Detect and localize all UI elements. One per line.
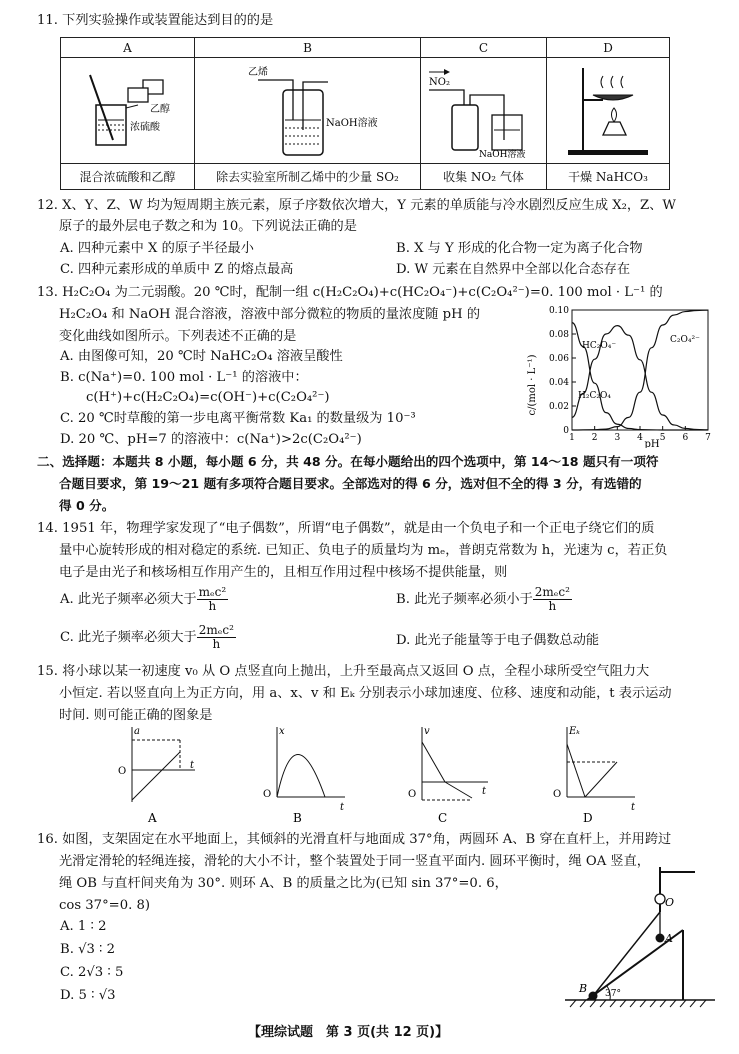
q14-option-d[interactable]: D. 此光子能量等于电子偶数总动能	[396, 633, 600, 648]
q13-option-d[interactable]: D. 20 ℃、pH=7 的溶液中：c(Na⁺)>2c(C₂O₄²⁻)	[60, 432, 362, 447]
q11-cap-a: 混合浓硫酸和乙醇	[61, 164, 195, 190]
q11-fig-b	[195, 58, 421, 164]
chart-x-tick-label: 7	[705, 433, 711, 443]
chart-series-2	[572, 310, 708, 430]
q16-line2: 光滑定滑轮的轻绳连接，滑轮的大小不计，整个装置处于同一竖直平面内. 圆环平衡时，绳 OA 竖直，	[59, 854, 650, 869]
q15-graphs	[50, 722, 730, 827]
q16-line3: 绳 OB 与直杆间夹角为 30°. 则环 A、B 的质量之比为(已知 sin 37°=0. 6，	[59, 876, 508, 891]
q16-line4: cos 37°=0. 8)	[59, 898, 151, 913]
q13-line3: 变化曲线如图所示。下列表述不正确的是	[59, 329, 297, 344]
q12-option-d[interactable]: D. W 元素在自然界中全部以化合态存在	[396, 262, 631, 277]
q14-line1: 14. 1951 年，物理学家发现了“电子偶数”，所谓“电子偶数”，就是由一个负电子和一个正电子绕它们的质	[37, 521, 655, 536]
svg-text:乙烯: 乙烯	[247, 66, 268, 78]
chart-y-tick-label: 0.08	[548, 330, 569, 340]
q13-chart	[520, 300, 720, 448]
chart-frame	[572, 310, 708, 430]
q15-graph-a[interactable]	[118, 726, 195, 825]
q14-line2: 量中心旋转形成的相对稳定的系统. 已知正、负电子的质量均为 mₑ，普朗克常数为 h，光速为 c，若正负	[59, 543, 668, 558]
q12-option-b[interactable]: B. X 与 Y 形成的化合物一定为离子化合物	[396, 241, 643, 256]
q13-option-b-eq: c(H⁺)+c(H₂C₂O₄)=c(OH⁻)+c(C₂O₄²⁻)	[86, 390, 330, 405]
page-footer: 【理综试题 第 3 页(共 12 页)】	[248, 1025, 449, 1040]
q12-option-c[interactable]: C. 四种元素形成的单质中 Z 的熔点最高	[60, 262, 294, 277]
q15-graph-d[interactable]	[553, 726, 636, 825]
q11-col-c: C	[421, 38, 547, 58]
q16-option-b[interactable]: B. √3 ∶ 2	[60, 942, 116, 957]
svg-text:A: A	[148, 811, 157, 825]
svg-text:37°: 37°	[605, 989, 621, 999]
q13-option-b[interactable]: B. c(Na⁺)=0. 100 mol · L⁻¹ 的溶液中：	[60, 370, 308, 385]
svg-text:乙醇: 乙醇	[149, 103, 170, 115]
q16-option-d[interactable]: D. 5 ∶ √3	[60, 988, 116, 1003]
q11-cap-d: 干燥 NaHCO₃	[547, 164, 670, 190]
svg-text:t: t	[482, 786, 487, 797]
q13-option-a[interactable]: A. 由图像可知，20 ℃时 NaHC₂O₄ 溶液呈酸性	[60, 349, 343, 364]
svg-text:O: O	[118, 766, 127, 777]
q11-table	[60, 37, 670, 190]
section2-line3: 得 0 分。	[59, 498, 115, 513]
q13-option-c[interactable]: C. 20 ℃时草酸的第一步电离平衡常数 Ka₁ 的数量级为 10⁻³	[60, 411, 416, 426]
q14-option-c[interactable]: C. 此光子频率必须大于 $\frac{\text{2mₑc²}}{h}$	[60, 623, 234, 652]
chart-x-tick-label: 1	[569, 433, 575, 443]
q11-fig-a	[61, 58, 195, 164]
chart-x-tick-label: 4	[637, 433, 643, 443]
svg-text:NaOH溶液: NaOH溶液	[325, 117, 378, 129]
q11-cap-b: 除去实验室所制乙烯中的少量 SO₂	[195, 164, 421, 190]
svg-text:t: t	[631, 802, 636, 813]
svg-text:C: C	[438, 811, 448, 825]
chart-y-tick-label: 0.02	[548, 402, 569, 412]
chart-x-tick-label: 2	[591, 433, 598, 443]
q15-line1: 15. 将小球以某一初速度 v₀ 从 O 点竖直向上抛出，上升至最高点又返回 O 点，全程小球所受空气阻力大	[37, 664, 650, 679]
svg-text:x: x	[279, 726, 285, 737]
chart-x-tick-label: 6	[682, 433, 689, 443]
q14-option-a[interactable]: A. 此光子频率必须大于 $\frac{\text{mₑc²}}{h}$	[60, 585, 227, 614]
svg-text:v: v	[424, 726, 430, 737]
svg-text:t: t	[340, 802, 345, 813]
chart-y-tick-label: 0.06	[548, 354, 569, 364]
chart-label-hc2o4: HC₂O₄⁻	[582, 341, 617, 351]
chart-y-tick-label: 0.10	[548, 306, 569, 316]
q15-graph-c[interactable]	[408, 726, 488, 825]
chart-y-tick-label: 0.04	[548, 378, 569, 388]
q15-line2: 小恒定. 若以竖直向上为正方向，用 a、x、v 和 Eₖ 分别表示小球加速度、位移、速度和动能，t 表示运动	[59, 686, 672, 701]
q15-line3: 时间. 则可能正确的图象是	[59, 708, 213, 723]
svg-text:NaOH溶液: NaOH溶液	[478, 149, 525, 160]
q16-option-c[interactable]: C. 2√3 ∶ 5	[60, 965, 124, 980]
svg-text:O: O	[553, 789, 562, 800]
svg-text:B: B	[579, 982, 588, 995]
q11-col-d: D	[547, 38, 670, 58]
q16-figure	[565, 862, 715, 1012]
chart-ylabel: c/(mol · L⁻¹)	[527, 354, 538, 416]
q15-graph-b[interactable]	[263, 726, 345, 825]
q14-option-b[interactable]: B. 此光子频率必须小于 $\frac{\text{2mₑc²}}{h}$	[396, 585, 570, 614]
section2-line1: 二、选择题：本题共 8 小题，每小题 6 分，共 48 分。在每小题给出的四个选项中，第 14～18 题只有一项符	[37, 454, 659, 469]
chart-xlabel: pH	[644, 439, 660, 448]
svg-text:浓硫酸: 浓硫酸	[129, 121, 160, 133]
q11-col-a: A	[61, 38, 195, 58]
q11-cap-c: 收集 NO₂ 气体	[421, 164, 547, 190]
chart-x-tick-label: 5	[659, 433, 666, 443]
q11-col-b: B	[195, 38, 421, 58]
svg-text:O: O	[408, 789, 417, 800]
svg-text:D: D	[583, 811, 593, 825]
q11-stem: 11. 下列实验操作或装置能达到目的的是	[37, 13, 274, 28]
svg-text:O: O	[263, 789, 272, 800]
chart-y-tick-label: 0	[563, 426, 569, 436]
svg-text:a: a	[134, 726, 140, 737]
q13-line2: H₂C₂O₄ 和 NaOH 混合溶液，溶液中部分微粒的物质的量浓度随 pH 的	[59, 307, 480, 322]
q12-line1: 12. X、Y、Z、W 均为短周期主族元素，原子序数依次增大，Y 元素的单质能与冷水剧烈反应生成 X₂，Z、W	[37, 198, 676, 213]
chart-label-h2c2o4: H₂C₂O₄	[578, 391, 611, 401]
svg-text:t: t	[190, 760, 195, 771]
q14-line3: 电子是由光子和核场相互作用产生的，且相互作用过程中核场不提供能量，则	[59, 565, 508, 580]
svg-text:O: O	[665, 896, 675, 909]
q13-line1: 13. H₂C₂O₄ 为二元弱酸。20 ℃时，配制一组 c(H₂C₂O₄)+c(HC₂O₄⁻)+c(C₂O₄²⁻)=0. 100 mol · L⁻¹ 的	[37, 285, 663, 300]
q12-option-a[interactable]: A. 四种元素中 X 的原子半径最小	[60, 241, 254, 256]
svg-text:A: A	[665, 932, 673, 945]
q11-fig-d	[547, 58, 670, 164]
svg-text:NO₂: NO₂	[428, 76, 450, 88]
q11-fig-c	[421, 58, 547, 164]
q16-option-a[interactable]: A. 1 ∶ 2	[60, 919, 107, 934]
q12-line2: 原子的最外层电子数之和为 10。下列说法正确的是	[59, 219, 357, 234]
section2-line2: 合题目要求，第 19～21 题有多项符合题目要求。全部选对的得 6 分，选对但不全的得 3 分，有选错的	[59, 476, 642, 491]
svg-text:B: B	[293, 811, 302, 825]
chart-label-c2o4: C₂O₄²⁻	[670, 335, 700, 345]
q16-line1: 16. 如图，支架固定在水平地面上，其倾斜的光滑直杆与地面成 37°角，两圆环 A、B 穿在直杆上，并用跨过	[37, 832, 672, 847]
chart-x-tick-label: 3	[614, 433, 621, 443]
svg-text:Eₖ: Eₖ	[569, 726, 580, 737]
